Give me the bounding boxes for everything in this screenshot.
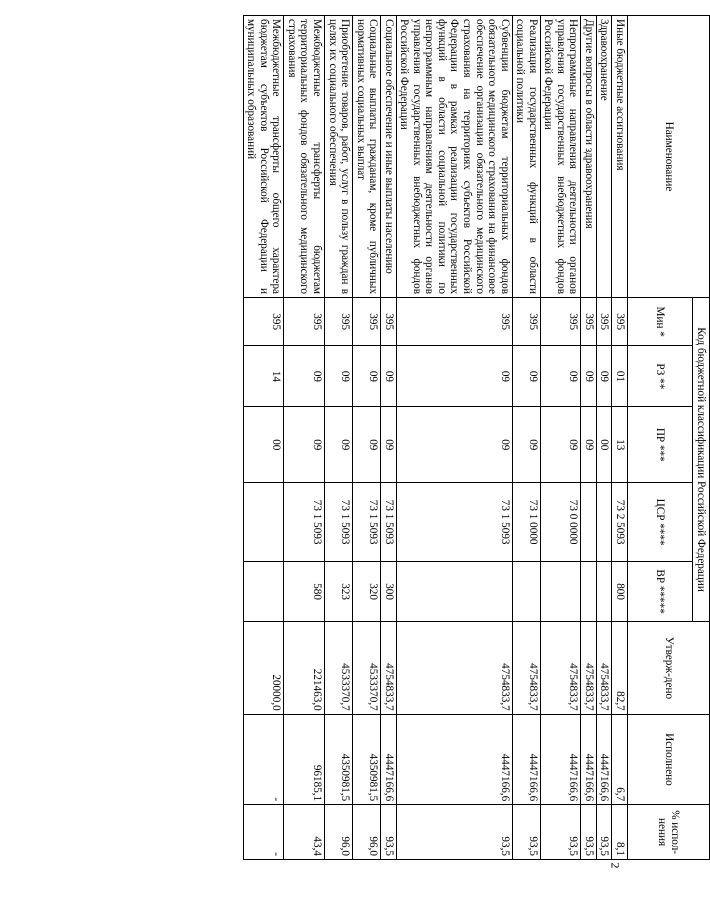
cell-approved: 4533370,7 bbox=[324, 622, 352, 715]
cell-rz: 09 bbox=[353, 346, 381, 407]
cell-csr bbox=[596, 483, 612, 562]
cell-percent: 93,5 bbox=[396, 805, 512, 860]
cell-min: 395 bbox=[612, 298, 628, 346]
cell-approved: 4754833,7 bbox=[596, 622, 612, 715]
table-row bbox=[381, 16, 397, 860]
header-vr: ВР ***** bbox=[628, 562, 693, 622]
table-row bbox=[396, 16, 512, 860]
header-code-group: Код бюджетной классификации Российской Федерации bbox=[693, 298, 710, 622]
cell-approved: 82,7 bbox=[612, 622, 628, 715]
cell-rz: 09 bbox=[396, 346, 512, 407]
cell-pr: 09 bbox=[581, 407, 597, 483]
cell-executed: 4447166,6 bbox=[581, 714, 597, 804]
cell-rz: 09 bbox=[540, 346, 581, 407]
cell-pr: 09 bbox=[381, 407, 397, 483]
cell-vr: 800 bbox=[612, 562, 628, 622]
cell-csr: 73 0 0000 bbox=[540, 483, 581, 562]
cell-name: Межбюджетные трансферты общего характера бюджетам субъектов Российской Федерации и муниципальных образований bbox=[243, 16, 284, 298]
cell-approved: 4754833,7 bbox=[396, 622, 512, 715]
cell-executed: 4447166,6 bbox=[596, 714, 612, 804]
cell-pr: 09 bbox=[353, 407, 381, 483]
cell-rz: 09 bbox=[381, 346, 397, 407]
cell-percent: 93,5 bbox=[540, 805, 581, 860]
cell-vr: 580 bbox=[284, 562, 325, 622]
cell-min: 395 bbox=[581, 298, 597, 346]
cell-executed: 6,7 bbox=[612, 714, 628, 804]
cell-executed: 4350981,5 bbox=[324, 714, 352, 804]
cell-approved: 20000,0 bbox=[243, 622, 284, 715]
cell-csr: 73 1 5093 bbox=[324, 483, 352, 562]
table-row bbox=[512, 16, 540, 860]
cell-percent: 93,5 bbox=[581, 805, 597, 860]
budget-table bbox=[243, 15, 710, 860]
cell-pr: 00 bbox=[243, 407, 284, 483]
header-name: Наименование bbox=[628, 16, 710, 298]
cell-executed: 4447166,6 bbox=[540, 714, 581, 804]
cell-approved: 221463,0 bbox=[284, 622, 325, 715]
cell-name: Здравоохранение bbox=[596, 16, 612, 298]
header-approved: Утверж-дено bbox=[628, 622, 710, 715]
table-row bbox=[581, 16, 597, 860]
cell-pr: 09 bbox=[540, 407, 581, 483]
cell-pr: 13 bbox=[612, 407, 628, 483]
cell-vr: 300 bbox=[381, 562, 397, 622]
cell-percent: - bbox=[243, 805, 284, 860]
header-percent: % испол-нения bbox=[628, 805, 710, 860]
cell-name: Субвенции бюджетам территориальных фондов обязательного медицинского страхования на финансовое обеспечение организации обязательного медицинского страхования на территориях субъектов Российской Федерации в рамках реализации государственных функций в области социальной политики по непрограммным направлениям деятельности органов управления государственных внебюджетных фондов Российской Федерации bbox=[396, 16, 512, 298]
cell-vr bbox=[540, 562, 581, 622]
cell-percent: 96,0 bbox=[353, 805, 381, 860]
cell-csr: 73 1 5093 bbox=[353, 483, 381, 562]
cell-min: 395 bbox=[381, 298, 397, 346]
cell-approved: 4754833,7 bbox=[381, 622, 397, 715]
cell-pr: 00 bbox=[596, 407, 612, 483]
table-row bbox=[540, 16, 581, 860]
cell-csr: 73 1 5093 bbox=[396, 483, 512, 562]
cell-pr: 09 bbox=[284, 407, 325, 483]
cell-vr bbox=[581, 562, 597, 622]
cell-min: 395 bbox=[512, 298, 540, 346]
table-row bbox=[243, 16, 284, 860]
cell-vr bbox=[243, 562, 284, 622]
table-row bbox=[324, 16, 352, 860]
cell-name: Иные бюджетные ассигнования bbox=[612, 16, 628, 298]
cell-name: Социальные выплаты гражданам, кроме публичных нормативных социальных выплат bbox=[353, 16, 381, 298]
header-pr: ПР *** bbox=[628, 407, 693, 483]
cell-percent: 43,4 bbox=[284, 805, 325, 860]
table-row bbox=[284, 16, 325, 860]
cell-csr bbox=[581, 483, 597, 562]
cell-percent: 93,5 bbox=[381, 805, 397, 860]
cell-name: Реализация государственных функций в области социальной политики bbox=[512, 16, 540, 298]
cell-executed: 4447166,6 bbox=[381, 714, 397, 804]
cell-name: Социальное обеспечение и иные выплаты населению bbox=[381, 16, 397, 298]
cell-min: 395 bbox=[596, 298, 612, 346]
cell-min: 395 bbox=[243, 298, 284, 346]
cell-name: Непрограммные направления деятельности органов управления государственных внебюджетных фондов Российской Федерации bbox=[540, 16, 581, 298]
cell-csr: 73 1 0000 bbox=[512, 483, 540, 562]
cell-executed: 4447166,6 bbox=[396, 714, 512, 804]
cell-pr: 09 bbox=[324, 407, 352, 483]
cell-csr: 73 1 5093 bbox=[381, 483, 397, 562]
cell-percent: 96,0 bbox=[324, 805, 352, 860]
cell-percent: 93,5 bbox=[512, 805, 540, 860]
cell-rz: 09 bbox=[324, 346, 352, 407]
cell-name: Приобретение товаров, работ, услуг в пользу граждан в целях их социального обеспечения bbox=[324, 16, 352, 298]
cell-rz: 09 bbox=[512, 346, 540, 407]
cell-executed: - bbox=[243, 714, 284, 804]
cell-min: 395 bbox=[284, 298, 325, 346]
cell-approved: 4754833,7 bbox=[512, 622, 540, 715]
cell-csr bbox=[243, 483, 284, 562]
header-csr: ЦСР **** bbox=[628, 483, 693, 562]
cell-min: 395 bbox=[396, 298, 512, 346]
cell-executed: 4447166,6 bbox=[512, 714, 540, 804]
cell-rz: 09 bbox=[581, 346, 597, 407]
header-rz: РЗ ** bbox=[628, 346, 693, 407]
cell-vr: 320 bbox=[353, 562, 381, 622]
cell-vr bbox=[596, 562, 612, 622]
cell-percent: 8,1 bbox=[612, 805, 628, 860]
cell-min: 395 bbox=[353, 298, 381, 346]
cell-min: 395 bbox=[540, 298, 581, 346]
table-row bbox=[596, 16, 612, 860]
header-executed: Исполнено bbox=[628, 714, 710, 804]
cell-csr: 73 1 5093 bbox=[284, 483, 325, 562]
table-row bbox=[612, 16, 628, 860]
cell-executed: 96185,1 bbox=[284, 714, 325, 804]
cell-rz: 01 bbox=[612, 346, 628, 407]
cell-rz: 09 bbox=[596, 346, 612, 407]
cell-approved: 4754833,7 bbox=[581, 622, 597, 715]
header-min: Мин * bbox=[628, 298, 693, 346]
cell-name: Другие вопросы в области здравоохранения bbox=[581, 16, 597, 298]
cell-rz: 09 bbox=[284, 346, 325, 407]
cell-vr bbox=[512, 562, 540, 622]
cell-min: 395 bbox=[324, 298, 352, 346]
cell-name: Межбюджетные трансферты бюджетам территориальных фондов обязательного медицинского страхования bbox=[284, 16, 325, 298]
cell-rz: 14 bbox=[243, 346, 284, 407]
cell-executed: 4350981,5 bbox=[353, 714, 381, 804]
cell-percent: 93,5 bbox=[596, 805, 612, 860]
budget-table-rotated bbox=[170, 15, 710, 860]
cell-csr: 73 2 5093 bbox=[612, 483, 628, 562]
cell-pr: 09 bbox=[396, 407, 512, 483]
table-row bbox=[353, 16, 381, 860]
cell-approved: 4533370,7 bbox=[353, 622, 381, 715]
cell-approved: 4754833,7 bbox=[540, 622, 581, 715]
cell-vr: 323 bbox=[324, 562, 352, 622]
cell-vr bbox=[396, 562, 512, 622]
page-number: 2 bbox=[608, 862, 623, 869]
cell-pr: 09 bbox=[512, 407, 540, 483]
